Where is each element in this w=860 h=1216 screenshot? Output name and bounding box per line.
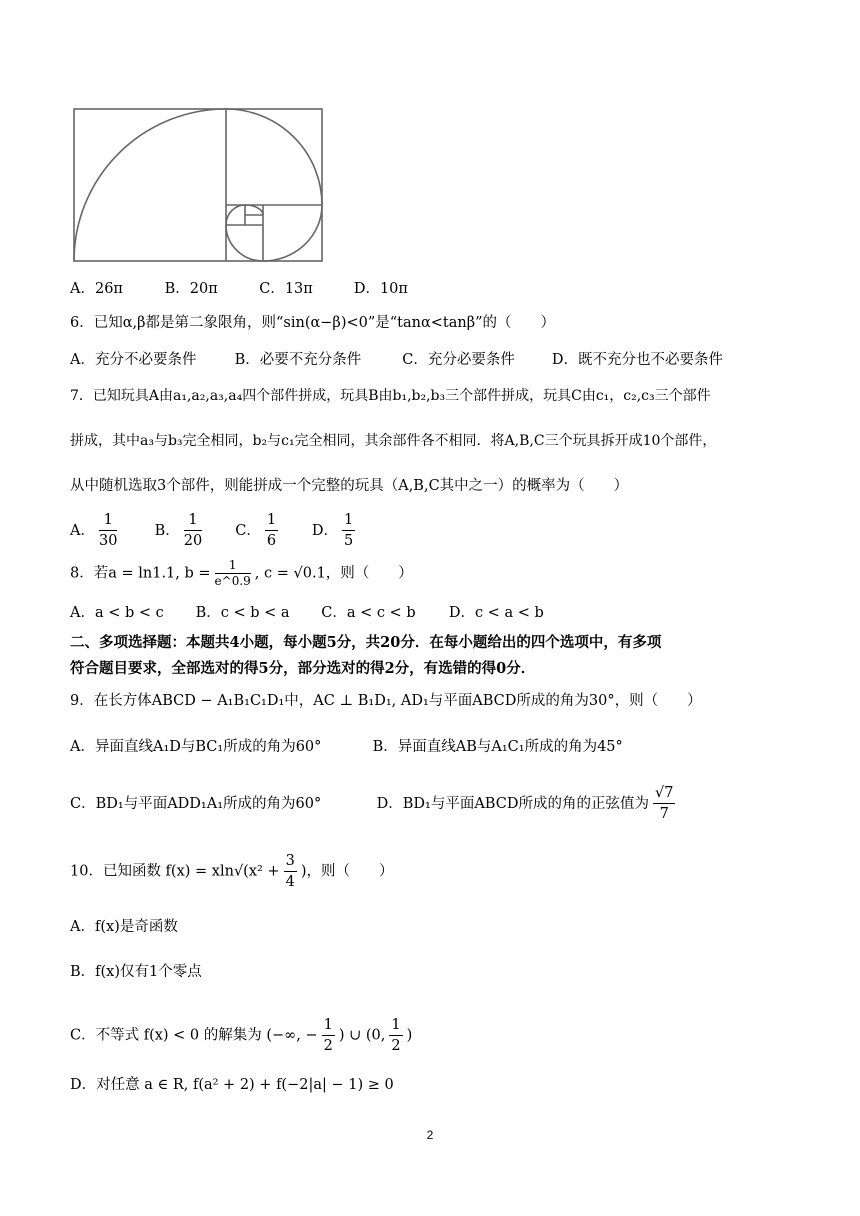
q7-option-c-den: 6 (266, 533, 277, 549)
q10-option-c-num2: 1 (389, 1015, 402, 1036)
q7-option-c[interactable] (235, 510, 307, 551)
q8-b-num: 1 (215, 558, 251, 574)
q10-option-c[interactable] (70, 1015, 412, 1056)
q5-option-b[interactable]: B．20π (164, 281, 218, 297)
q7-option-c-num: 1 (265, 510, 278, 531)
q9-option-c[interactable]: C．BD₁与平面ADD₁A₁所成的角为60° (70, 795, 322, 812)
q7-options (70, 510, 359, 551)
q9-option-d-num: √7 (653, 783, 675, 804)
q6-option-b[interactable]: B．必要不充分条件 (234, 352, 362, 368)
section2-line2: 符合题目要求，全部选对的得5分，部分选对的得2分，有选错的得0分． (70, 660, 536, 677)
q7-option-a-num: 1 (99, 510, 117, 531)
q10-stem-num: 3 (284, 851, 297, 872)
q6-stem: 6．已知α,β都是第二象限角，则“sin(α−β)<0”是“tanα<tanβ”的（ ） (70, 315, 556, 331)
q10-option-b[interactable]: B．f(x)仅有1个零点 (70, 964, 202, 980)
section2-line1: 二、多项选择题：本题共4小题，每小题5分，共20分．在每小题给出的四个选项中，有多项 (70, 634, 662, 651)
q10-option-c-num1: 1 (322, 1015, 335, 1036)
q7-line3: 从中随机选取3个部件，则能拼成一个完整的玩具（A,B,C其中之一）的概率为（ ） (70, 478, 629, 494)
q8-prefix: 8．若a = ln1.1, b = (70, 565, 211, 582)
q9-option-a[interactable]: A．异面直线A₁D与BC₁所成的角为60° (70, 739, 322, 755)
q7-option-d-den: 5 (343, 533, 354, 549)
q9-option-b[interactable]: B．异面直线AB与A₁C₁所成的角为45° (372, 739, 623, 755)
q6-options (70, 350, 723, 370)
q5-options (70, 279, 408, 299)
q9-option-d[interactable] (377, 783, 680, 824)
q7-option-b-label: B． (154, 522, 180, 539)
q8-suffix: , c = √0.1，则（ ） (254, 565, 413, 582)
q10-stem-prefix: 10．已知函数 f(x) = xln√(x² + (70, 863, 280, 880)
q10-option-c-den2: 2 (391, 1038, 401, 1054)
q6-option-a[interactable]: A．充分不必要条件 (70, 352, 197, 368)
q6-option-d[interactable]: D．既不充分也不必要条件 (551, 352, 723, 368)
q5-option-a[interactable]: A．26π (70, 281, 123, 297)
q7-line2: 拼成，其中a₃与b₃完全相同，b₂与c₁完全相同，其余部件各不相同．将A,B,C三个玩具拆开成10个部件， (70, 433, 717, 449)
q9-stem: 9．在长方体ABCD − A₁B₁C₁D₁中，AC ⊥ B₁D₁, AD₁与平面ABCD所成的角为30°，则（ ） (70, 693, 702, 709)
q7-option-a-label: A． (70, 522, 95, 539)
q5-option-c[interactable]: C．13π (259, 281, 313, 297)
q10-option-d[interactable]: D．对任意 a ∈ R, f(a² + 2) + f(−2|a| − 1) ≥ 0 (70, 1077, 394, 1093)
q7-option-b-num: 1 (184, 510, 202, 531)
page-number: 2 (426, 1128, 434, 1142)
q7-option-d-num: 1 (342, 510, 355, 531)
q7-option-b[interactable] (155, 510, 231, 551)
q9-options-ab (70, 737, 623, 757)
q10-option-c-mid: ) ∪ (0, (338, 1027, 386, 1044)
q7-option-b-den: 20 (183, 533, 203, 549)
q10-stem-suffix: )，则（ ） (300, 863, 394, 880)
q7-option-c-label: C． (235, 522, 261, 539)
q8-b-den: e^0.9 (214, 574, 251, 588)
golden-spiral-figure (70, 105, 326, 265)
q7-option-d[interactable] (312, 510, 359, 551)
q8-options (70, 603, 544, 623)
q7-line1: 7．已知玩具A由a₁,a₂,a₃,a₄四个部件拼成，玩具B由b₁,b₂,b₃三个部件拼成，玩具C由c₁，c₂,c₃三个部件 (70, 388, 711, 404)
q9-option-d-text: D．BD₁与平面ABCD所成的角的正弦值为 (376, 795, 649, 812)
q9-options-cd (70, 783, 679, 824)
q8-stem (70, 558, 413, 589)
q10-option-c-den1: 2 (323, 1038, 333, 1054)
q5-option-d[interactable]: D．10π (353, 281, 408, 297)
q8-option-a[interactable]: A．a < b < c (70, 605, 164, 621)
q8-option-c[interactable]: C．a < c < b (321, 605, 416, 621)
q10-option-a[interactable]: A．f(x)是奇函数 (70, 919, 178, 935)
q7-option-a[interactable] (70, 510, 150, 551)
q10-option-c-suffix: ) (406, 1027, 413, 1044)
q6-option-c[interactable]: C．充分必要条件 (402, 352, 515, 368)
q7-option-a-den: 30 (98, 533, 118, 549)
q8-option-b[interactable]: B．c < b < a (195, 605, 290, 621)
q7-option-d-label: D． (311, 522, 338, 539)
q8-option-d[interactable]: D．c < a < b (448, 605, 544, 621)
q10-stem (70, 851, 394, 892)
q10-option-c-prefix: C．不等式 f(x) < 0 的解集为 (−∞, − (70, 1027, 318, 1044)
q10-stem-den: 4 (285, 874, 295, 890)
q9-option-d-den: 7 (659, 806, 669, 822)
